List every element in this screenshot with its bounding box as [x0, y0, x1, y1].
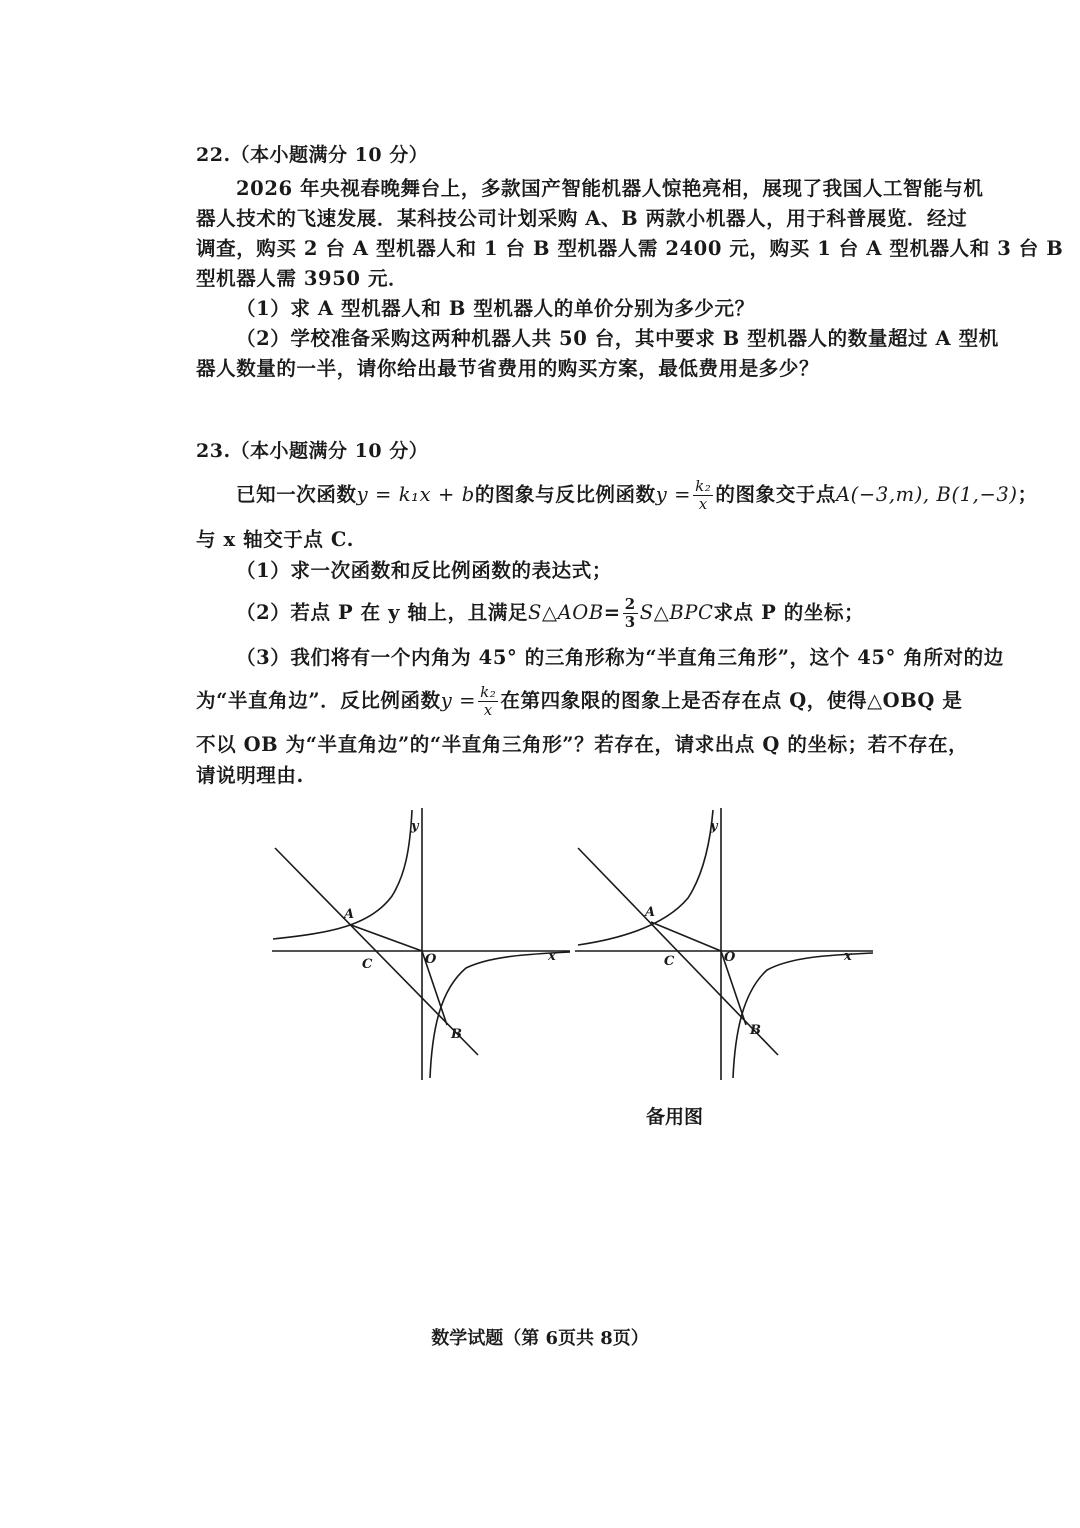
q23-part-3-l2b: 在第四象限的图象上是否存在点 Q，使得△OBQ 是 — [500, 689, 963, 712]
fraction-numerator-2: 2 — [624, 595, 636, 613]
area-aob: S△AOB — [528, 601, 604, 624]
label-c: C — [664, 954, 675, 969]
page-footer: 数学试题（第 6页共 8页） — [431, 1328, 649, 1349]
fraction-denominator-x-2: x — [483, 701, 493, 719]
inverse-fraction-2 — [478, 684, 498, 719]
q22-part-2-line-2: 器人数量的一半，请你给出最节省费用的购买方案，最低费用是多少？ — [196, 357, 820, 380]
q23-intro-line — [236, 478, 1038, 513]
q23-part-1: （1）求一次函数和反比例函数的表达式； — [236, 559, 612, 582]
main-figure — [270, 800, 580, 1085]
q22-part-1: （1）求 A 型机器人和 B 型机器人的单价分别为多少元？ — [236, 297, 755, 320]
q23-intro-c: 的图象交于点 — [715, 483, 836, 506]
fraction-numerator-k2: k₂ — [695, 477, 712, 495]
q23-part-2-a: （2）若点 P 在 y 轴上，且满足 — [236, 601, 529, 624]
spare-figure-caption: 备用图 — [646, 1106, 704, 1128]
label-o: O — [425, 952, 437, 967]
inverse-y-eq-2: y = — [440, 689, 477, 712]
equals-sign: = — [603, 601, 621, 624]
spare-figure — [573, 800, 878, 1085]
q22-part-2-line-1: （2）学校准备采购这两种机器人共 50 台，其中要求 B 型机器人的数量超过 A 型机 — [236, 327, 999, 350]
q23-intro-end: ； — [1017, 483, 1038, 506]
fraction-denominator-x: x — [698, 495, 708, 513]
q23-intro-line-2: 与 x 轴交于点 C. — [196, 528, 355, 551]
segment-ao — [651, 922, 721, 951]
two-thirds-fraction — [623, 596, 638, 631]
q22-line-1: 2026 年央视春晚舞台上，多款国产智能机器人惊艳亮相，展现了我国人工智能与机 — [236, 177, 984, 200]
area-bpc: S△BPC — [639, 601, 714, 624]
q23-intro-b: 的图象与反比例函数 — [474, 483, 656, 506]
q22-line-2: 器人技术的飞速发展．某科技公司计划采购 A、B 两款小机器人，用于科普展览．经过 — [196, 207, 968, 230]
q23-part-3-l2a: 为“半直角边”．反比例函数 — [196, 689, 441, 712]
label-b: B — [451, 1027, 462, 1042]
label-a: A — [645, 905, 656, 920]
label-x: x — [844, 949, 852, 964]
fraction-denominator-3: 3 — [624, 613, 636, 631]
q23-intro-a: 已知一次函数 — [236, 483, 357, 506]
label-a: A — [344, 907, 355, 922]
q22-line-4: 型机器人需 3950 元． — [196, 267, 409, 290]
q23-part-3-line-1: （3）我们将有一个内角为 45° 的三角形称为“半直角三角形”，这个 45° 角所对的边 — [236, 646, 1004, 669]
label-c: C — [362, 957, 373, 972]
inverse-fraction — [693, 478, 713, 513]
hyperbola-branch-lower-right — [430, 952, 570, 1078]
q23-part-3-line-2 — [196, 684, 962, 719]
hyperbola-branch-upper-left — [578, 810, 713, 945]
q23-part-2-b: 求点 P 的坐标； — [713, 601, 865, 624]
label-b: B — [750, 1023, 761, 1038]
segment-ao — [351, 925, 422, 951]
hyperbola-branch-upper-left — [273, 810, 412, 939]
q23-part-3-line-3: 不以 OB 为“半直角边”的“半直角三角形”？若存在，请求出点 Q 的坐标；若不存在， — [196, 733, 969, 756]
q23-heading: 23.（本小题满分 10 分） — [196, 440, 429, 462]
intersection-points: A(−3,m), B(1,−3) — [836, 483, 1018, 506]
hyperbola-branch-lower-right — [733, 953, 873, 1078]
q23-part-2 — [236, 596, 864, 631]
q23-part-3-line-4: 请说明理由. — [196, 764, 304, 787]
label-o: O — [724, 950, 736, 965]
fraction-numerator-k2-2: k₂ — [480, 683, 497, 701]
label-x: x — [548, 949, 556, 964]
q22-heading: 22.（本小题满分 10 分） — [196, 144, 429, 166]
label-y: y — [710, 819, 718, 834]
linear-function-formula: y = k₁x + b — [356, 483, 475, 506]
label-y: y — [411, 819, 419, 834]
q22-line-3: 调查，购买 2 台 A 型机器人和 1 台 B 型机器人需 2400 元，购买 1 台 A 型机器人和 3 台 B — [196, 237, 1064, 260]
inverse-y-eq: y = — [655, 483, 692, 506]
